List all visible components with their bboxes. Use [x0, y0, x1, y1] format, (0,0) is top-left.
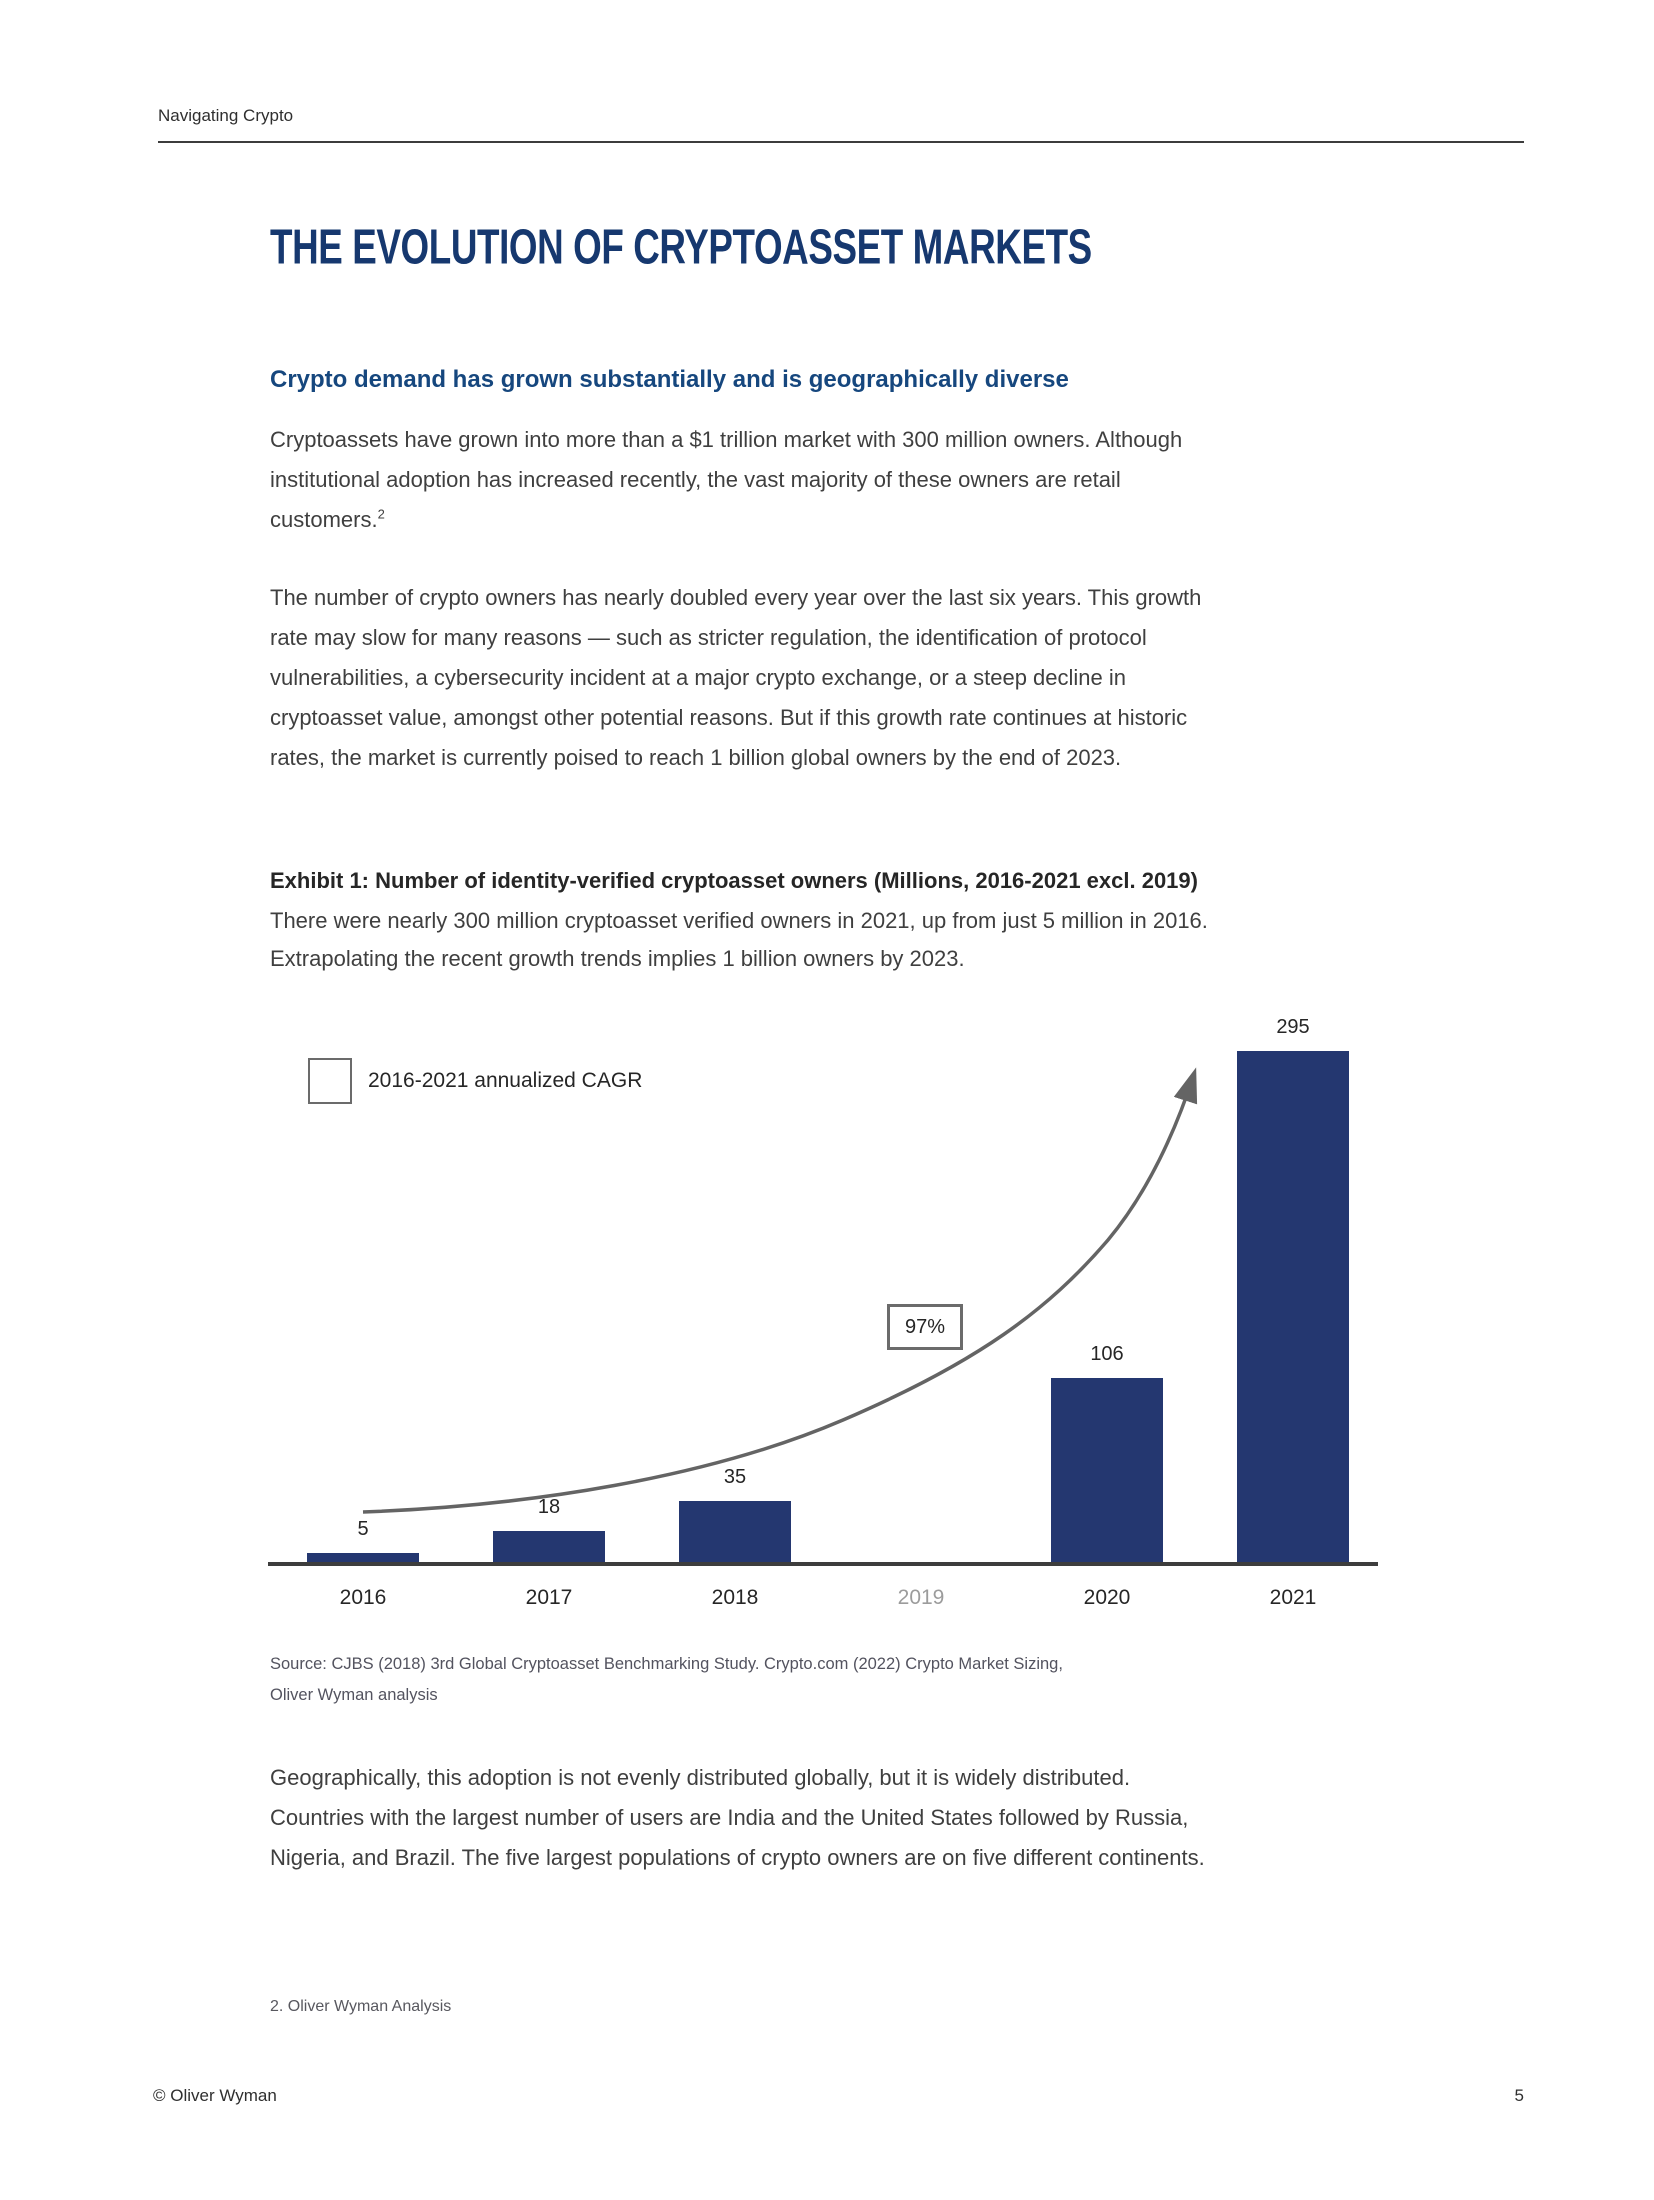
section-heading: Crypto demand has grown substantially and is geographically diverse: [270, 366, 1069, 393]
tick-label-2018: 2018: [711, 1586, 759, 1609]
source-line-2: Oliver Wyman analysis: [270, 1686, 438, 1704]
page-title: THE EVOLUTION OF CRYPTOASSET MARKETS: [270, 219, 1092, 275]
header-rule: [158, 141, 1524, 143]
chart-legend: [308, 1058, 642, 1104]
exhibit-heading: Exhibit 1: Number of identity-verified cryptoasset owners (Millions, 2016-2021 excl. 2019): [270, 868, 1198, 893]
tick-label-2019: 2019: [897, 1586, 945, 1609]
footer-page-number: 5: [1514, 2086, 1524, 2105]
legend-label: 2016-2021 annualized CAGR: [368, 1069, 643, 1092]
bar-2020: [1051, 1378, 1163, 1562]
bar-2016: [307, 1553, 419, 1562]
paragraph-intro: [270, 420, 1205, 540]
value-label-2017: 18: [537, 1496, 561, 1518]
value-label-2018: 35: [723, 1466, 747, 1488]
source-line-1: Source: CJBS (2018) 3rd Global Cryptoasset Benchmarking Study. Crypto.com (2022) Crypto Market Sizing,: [270, 1655, 1063, 1673]
bar-2021: [1237, 1051, 1349, 1562]
footnote-marker: 2: [377, 506, 385, 522]
bar-2017: [493, 1531, 605, 1562]
running-header: Navigating Crypto: [158, 106, 294, 125]
legend-swatch: [308, 1058, 352, 1104]
tick-label-2017: 2017: [525, 1586, 573, 1609]
value-label-2020: 106: [1090, 1343, 1124, 1365]
footnote: 2. Oliver Wyman Analysis: [270, 1998, 452, 2015]
cagr-callout: 97%: [887, 1304, 963, 1350]
tick-label-2021: 2021: [1269, 1586, 1317, 1609]
bar-2018: [679, 1501, 791, 1562]
value-label-2016: 5: [357, 1518, 369, 1540]
paragraph-geography: Geographically, this adoption is not evenly distributed globally, but it is widely distributed. Countries with the largest number of users are India and the United States followed by Russia, Nigeria, and Brazil. The five largest populations of crypto owners are on five different continents.: [270, 1765, 1205, 1870]
footer-copyright: © Oliver Wyman: [153, 2086, 277, 2105]
value-label-2021: 295: [1276, 1016, 1310, 1038]
paragraph-growth: The number of crypto owners has nearly doubled every year over the last six years. This growth rate may slow for many reasons — such as stricter regulation, the identification of protocol vulnerabilities, a cybersecurity incident at a major crypto exchange, or a steep decline in cryptoasset value, amongst other potential reasons. But if this growth rate continues at historic rates, the market is currently poised to reach 1 billion global owners by the end of 2023.: [270, 585, 1202, 770]
x-axis-line: [268, 1562, 1378, 1566]
tick-label-2016: 2016: [339, 1586, 387, 1609]
exhibit-subtext: There were nearly 300 million cryptoasset verified owners in 2021, up from just 5 million in 2016. Extrapolating the recent growth trends implies 1 billion owners by 2023.: [270, 908, 1208, 971]
bar-chart: [268, 1000, 1390, 1609]
tick-label-2020: 2020: [1083, 1586, 1131, 1609]
paragraph-intro-text: Cryptoassets have grown into more than a $1 trillion market with 300 million owners. Although institutional adoption has increased recently, the vast majority of these owners are retail customers.: [270, 427, 1183, 532]
